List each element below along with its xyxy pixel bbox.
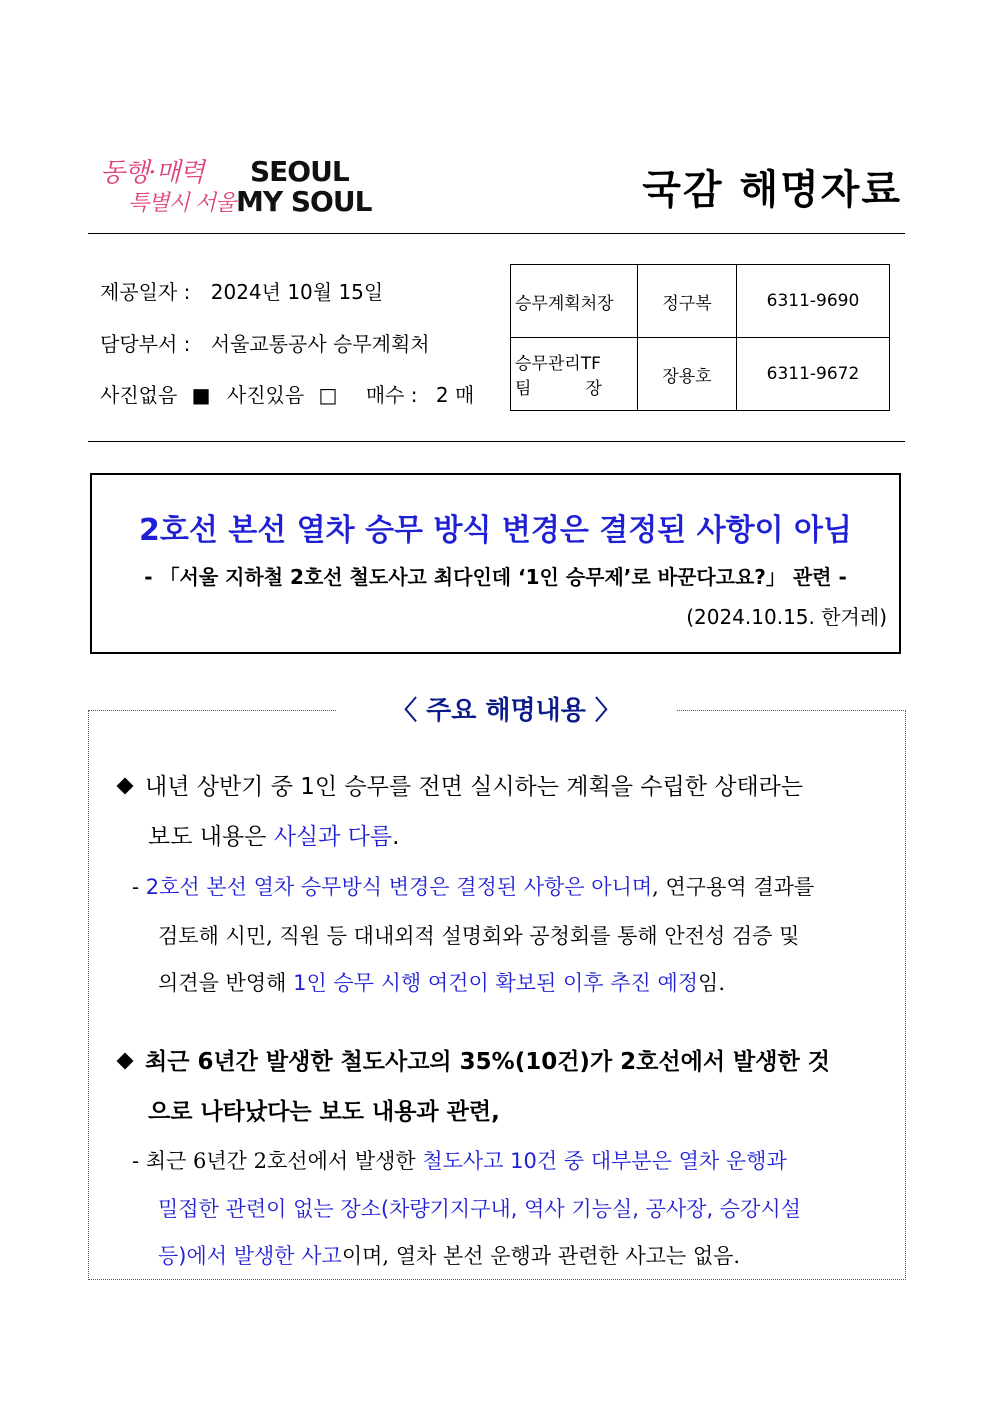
contact-name: 정구복 xyxy=(638,265,737,338)
contact-phone: 6311-9672 xyxy=(737,338,890,411)
point1-sub1: - 2호선 본선 열차 승무방식 변경은 결정된 사항은 아니며, 연구용역 결과를 xyxy=(132,875,815,899)
point2-line2: 으로 나타났다는 보도 내용과 관련, xyxy=(148,1099,500,1125)
seoul-slogan-line2: 특별시 서울 xyxy=(128,191,236,216)
point2-sub1: - 최근 6년간 2호선에서 발생한 철도사고 10건 중 대부분은 열차 운행과 xyxy=(132,1149,787,1173)
point2-sub3: 등)에서 발생한 사고이며, 열차 본선 운행과 관련한 사고는 없음. xyxy=(158,1244,741,1268)
seoul-my-soul-line1: SEOUL xyxy=(250,155,349,188)
contact-name: 장용호 xyxy=(638,338,737,411)
seoul-slogan-line1: 동행·매력 xyxy=(100,158,204,188)
date-row xyxy=(100,276,383,305)
contact-role: 승무관리TF 팀 장 xyxy=(511,338,638,411)
point1-line2: 보도 내용은 사실과 다름. xyxy=(148,824,400,850)
point2-sub2: 밀접한 관련이 없는 장소(차량기지구내, 역사 기능실, 공사장, 승강시설 xyxy=(158,1197,801,1221)
section-title: 〈 주요 해명내용 〉 xyxy=(336,692,676,732)
dept-label: 담당부서 : xyxy=(100,332,191,356)
photo-none-mark: ■ xyxy=(191,383,211,407)
contacts-table xyxy=(510,264,890,411)
point1-sub2: 검토해 시민, 직원 등 대내외적 설명회와 공청회를 통해 안전성 검증 및 xyxy=(158,924,800,948)
dept-row xyxy=(100,328,430,357)
count-label: 매수 : xyxy=(365,383,418,407)
top-divider xyxy=(88,233,905,234)
count-value: 2 매 xyxy=(435,383,475,407)
diamond-bullet-icon xyxy=(117,1052,134,1069)
contact-role: 승무계획처장 xyxy=(511,265,638,338)
photo-row xyxy=(100,379,474,408)
seoul-slogan-logo xyxy=(100,152,236,222)
contact-row xyxy=(511,338,890,411)
headline-box xyxy=(90,473,901,654)
headline-source: (2024.10.15. 한겨레) xyxy=(686,605,887,629)
contact-phone: 6311-9690 xyxy=(737,265,890,338)
seoul-my-soul-line2: MY SOUL xyxy=(236,185,372,218)
seoul-my-soul-logo xyxy=(236,155,372,218)
diamond-bullet-icon xyxy=(117,777,134,794)
contact-row xyxy=(511,265,890,338)
photo-yes-label: 사진있음 xyxy=(226,383,305,407)
headline-subtitle: - 「서울 지하철 2호선 철도사고 최다인데 ‘1인 승무제’로 바꾼다고요?」 관련 - xyxy=(144,565,847,589)
document-title: 국감 해명자료 xyxy=(642,167,902,213)
date-label: 제공일자 : xyxy=(100,280,191,304)
point1-line1: 내년 상반기 중 1인 승무를 전면 실시하는 계획을 수립한 상태라는 xyxy=(115,768,803,801)
photo-yes-mark: □ xyxy=(318,383,338,407)
headline-title: 2호선 본선 열차 승무 방식 변경은 결정된 사항이 아님 xyxy=(138,513,852,548)
meta-divider xyxy=(88,441,905,442)
point2-line1: 최근 6년간 발생한 철도사고의 35%(10건)가 2호선에서 발생한 것 xyxy=(115,1043,830,1076)
dept-value: 서울교통공사 승무계획처 xyxy=(210,332,430,356)
date-value: 2024년 10월 15일 xyxy=(210,280,384,304)
photo-none-label: 사진없음 xyxy=(100,383,178,407)
point1-sub3: 의견을 반영해 1인 승무 시행 여건이 확보된 이후 추진 예정임. xyxy=(158,971,725,995)
